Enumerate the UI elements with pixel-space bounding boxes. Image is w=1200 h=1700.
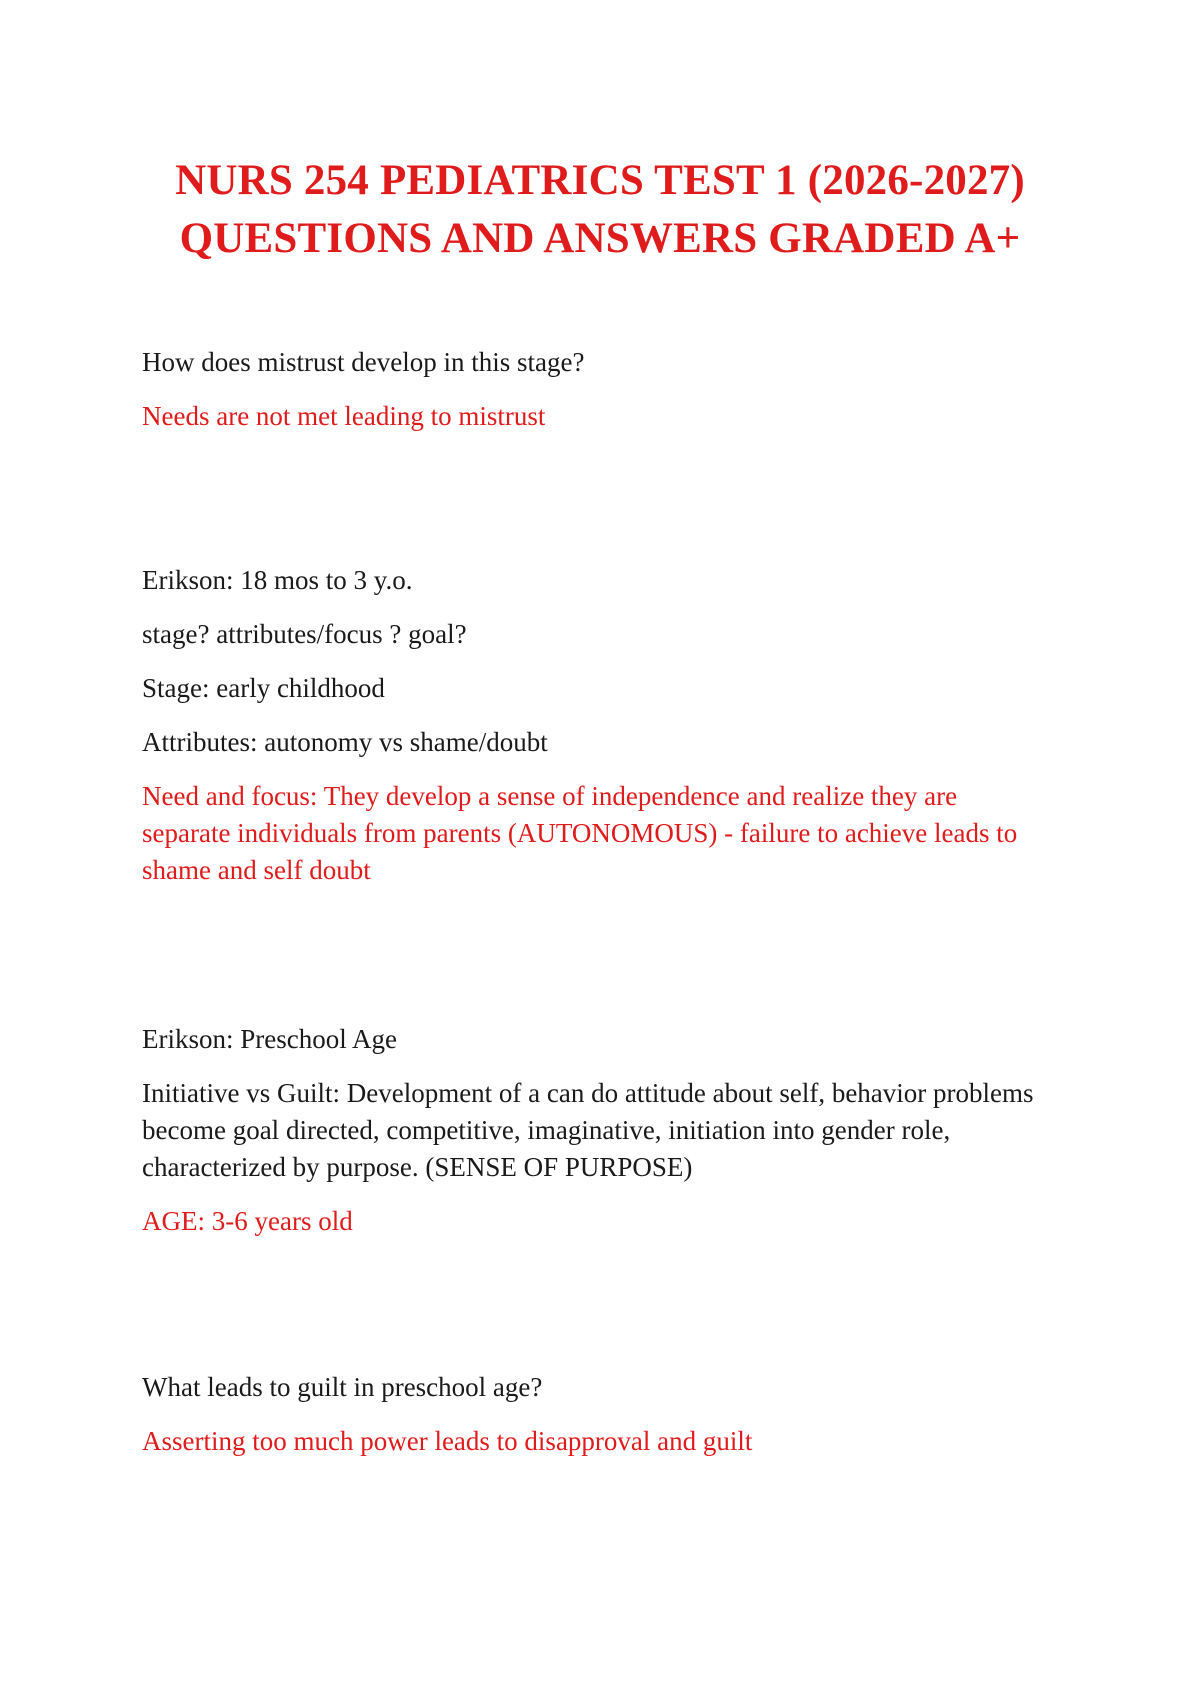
detail-line: become goal directed, competitive, imaginative, initiation into gender role,: [142, 1115, 951, 1145]
answer-line: shame and self doubt: [142, 855, 371, 885]
question-text: Erikson: Preschool Age: [142, 1024, 397, 1054]
qa-section-3: [142, 1021, 1062, 1240]
question-line: Erikson: 18 mos to 3 y.o.: [142, 565, 413, 595]
question-text: How does mistrust develop in this stage?: [142, 347, 585, 377]
detail-line: Initiative vs Guilt: Development of a can do attitude about self, behavior problems: [142, 1078, 1034, 1108]
detail-line: characterized by purpose. (SENSE OF PURPOSE): [142, 1152, 693, 1182]
answer-line: Need and focus: They develop a sense of independence and realize they are: [142, 781, 958, 811]
qa-section-4: [142, 1369, 1062, 1460]
question-line: Attributes: autonomy vs shame/doubt: [142, 727, 548, 757]
answer-text: Asserting too much power leads to disapproval and guilt: [142, 1426, 753, 1456]
question-text: What leads to guilt in preschool age?: [142, 1372, 543, 1402]
title-line-2: QUESTIONS AND ANSWERS GRADED A+: [179, 215, 1021, 262]
question-line: stage? attributes/focus ? goal?: [142, 619, 467, 649]
qa-section-1: [142, 344, 1062, 435]
title-line-1: NURS 254 PEDIATRICS TEST 1 (2026-2027): [175, 157, 1025, 204]
qa-section-2: [142, 562, 1062, 889]
answer-text: AGE: 3-6 years old: [142, 1206, 353, 1236]
question-line: Stage: early childhood: [142, 673, 385, 703]
answer-line: separate individuals from parents (AUTONOMOUS) - failure to achieve leads to: [142, 818, 1018, 848]
answer-text: Needs are not met leading to mistrust: [142, 401, 546, 431]
document-title: [0, 152, 1200, 268]
